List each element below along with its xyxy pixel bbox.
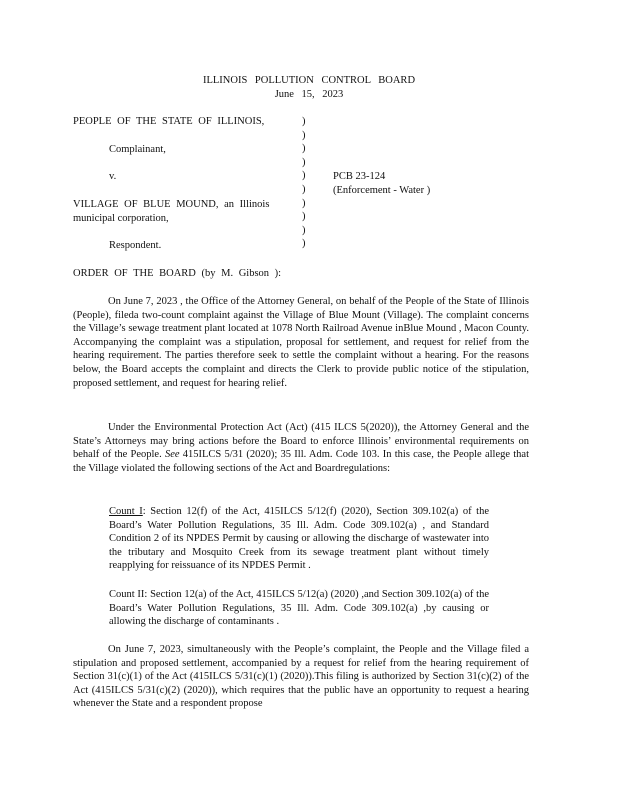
count-two <box>109 588 489 629</box>
see-signal: See <box>164 449 180 461</box>
count-one-text: : Section 12(f) of the Act, 415ILCS 5/12(f) (2020), Section 309.102(a) of the Board’s Water Pollution Regulations, 35 Ill. Adm. Code 309.102(a) , and Standard Condition 2 of its NPDES Permit by causing or allowing the discharge of wastewater into the tributary and Mosquito Creek from its sewage treatment plant without timely reapplying for reissuance of its NPDES Permit . <box>109 506 489 572</box>
caption-paren: ) <box>302 129 306 141</box>
respondent-name: VILLAGE OF BLUE MOUND, an Illinois <box>73 199 270 210</box>
caption-paren: ) <box>302 143 306 155</box>
caption-paren-column <box>302 115 312 251</box>
caption-paren: ) <box>302 197 306 209</box>
case-type: (Enforcement - Water ) <box>333 185 431 196</box>
authority-citation: 415ILCS 5/31 (2020); 35 Ill. Adm. Code 103. In this case, the People allege that the Village violated the following sections of the Act and Boardregulations: <box>73 449 529 474</box>
caption-paren: ) <box>302 183 306 195</box>
respondent-role: Respondent. <box>109 240 162 251</box>
complainant-name: PEOPLE OF THE STATE OF ILLINOIS, <box>73 116 265 127</box>
order-date: June 15, 2023 <box>274 89 344 100</box>
versus-label: v. <box>109 171 117 182</box>
count-two-label: Count II <box>109 589 145 600</box>
paragraph-stipulation: On June 7, 2023, simultaneously with the People’s complaint, the People and the Village filed a stipulation and proposed settlement, accompanied by a request for relief from the hearing requirement of Section 31(c)(1) of the Act (415ILCS 5/31(c)(1) (2020)).This filing is authorized by Section 31(c)(2) of the Act (415ILCS 5/31(c)(2) (2020)), which requires that the public have an opportunity to request a hearing whenever the State and a respondent propose <box>73 644 529 710</box>
paragraph-authority <box>73 421 529 475</box>
board-name-heading: ILLINOIS POLLUTION CONTROL BOARD <box>202 75 416 86</box>
count-one <box>109 505 489 573</box>
authority-text: Under the Environmental Protection Act (Act) (415 ILCS 5(2020)), the Attorney General and the State’s Attorneys may bring actions before the Board to enforce Illinois’ environmental requirements on behalf of the People. <box>73 422 529 461</box>
caption-paren: ) <box>302 238 306 250</box>
respondent-description: municipal corporation, <box>73 213 169 224</box>
caption-paren: ) <box>302 211 306 223</box>
complainant-role: Complainant, <box>109 144 166 155</box>
caption-paren: ) <box>302 170 306 182</box>
count-two-text: : Section 12(a) of the Act, 415ILCS 5/12(a) (2020) ,and Section 309.102(a) of the Board’s Water Pollution Regulations, 35 Ill. Adm. Code 309.102(a) ,by causing or allowing the discharge of contaminants . <box>109 589 489 628</box>
order-heading: ORDER OF THE BOARD (by M. Gibson ): <box>73 268 282 279</box>
caption-paren: ) <box>302 116 306 127</box>
caption-paren: ) <box>302 156 306 168</box>
count-one-label: Count I <box>109 506 143 517</box>
paragraph-filing: On June 7, 2023 , the Office of the Attorney General, on behalf of the People of the State of Illinois (People), fileda two-count complaint against the Village of Blue Mount (Village). The complaint concerns the Village’s sewage treatment plant located at 1078 North Railroad Avenue inBlue Mound , Macon County. Accompanying the complaint was a stipulation, proposal for settlement, and request for relief from the hearing requirement. The parties therefore seek to settle the complaint without a hearing. For the reasons below, the Board accepts the complaint and directs the Clerk to provide public notice of the stipulation, proposed settlement, and request for hearing relief. <box>73 296 529 389</box>
caption-paren: ) <box>302 224 306 236</box>
case-number: PCB 23-124 <box>333 171 386 182</box>
